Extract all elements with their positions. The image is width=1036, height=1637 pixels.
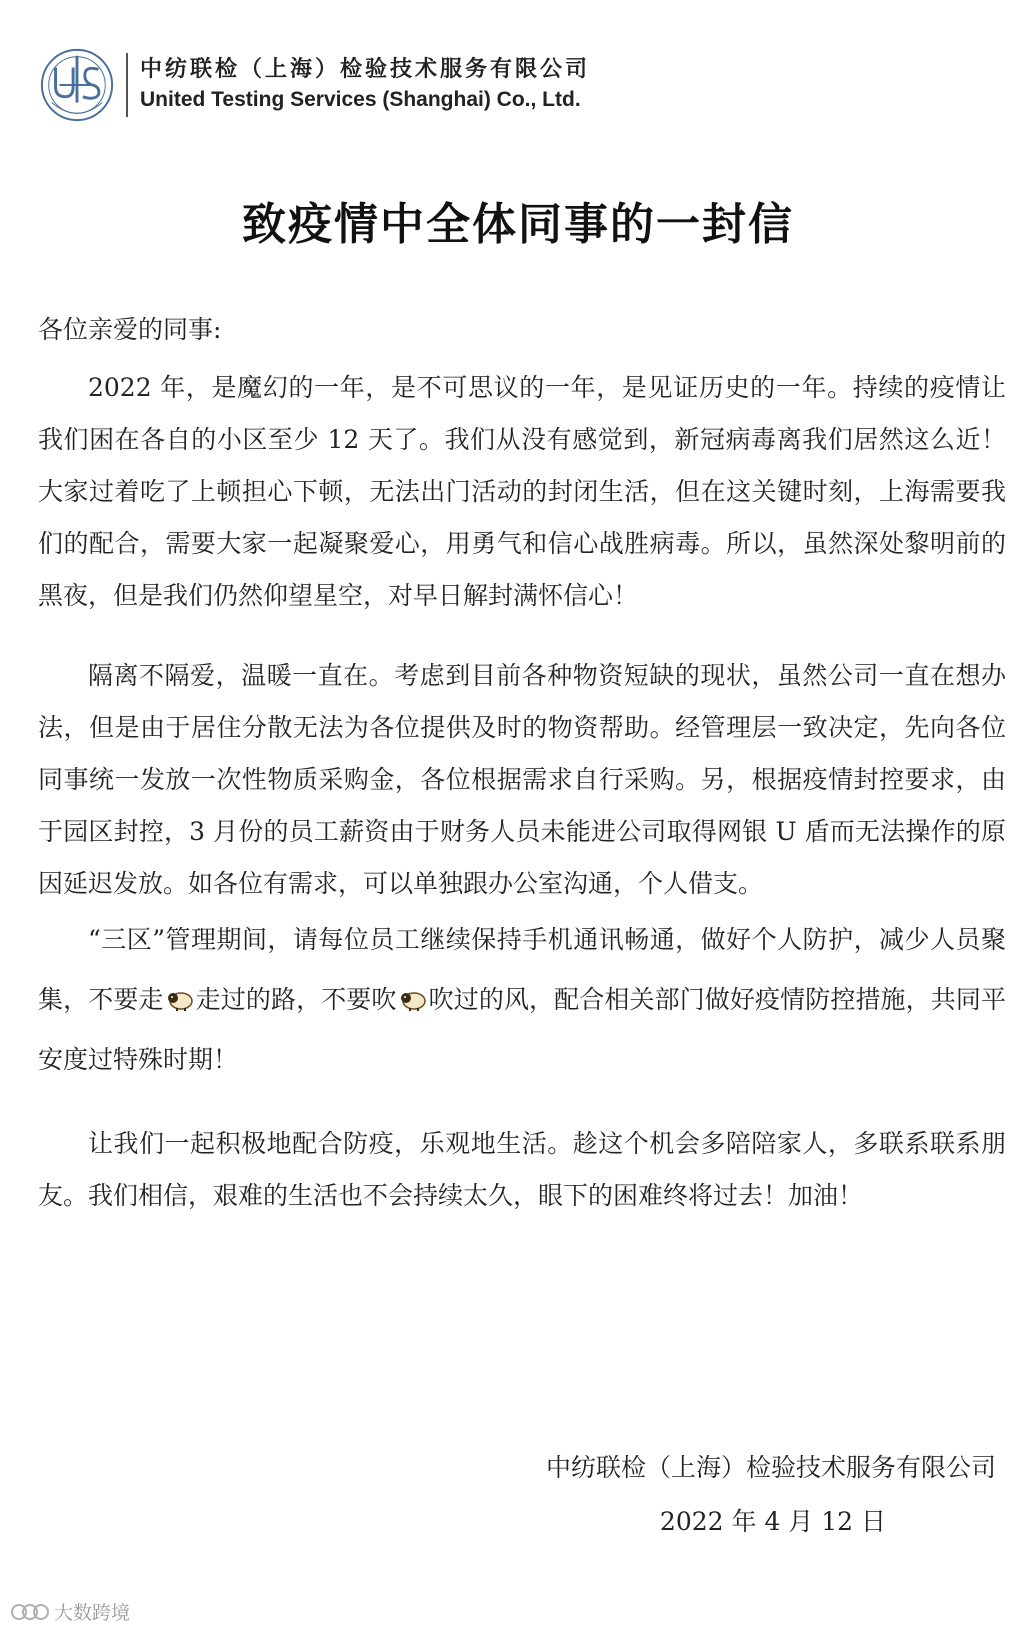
- paragraph-3-part-b: 走过的路，不要吹: [195, 985, 397, 1014]
- watermark-text: 大数跨境: [54, 1602, 131, 1624]
- signature-date: 2022 年 4 月 12 日: [659, 1507, 886, 1536]
- watermark: [10, 1598, 130, 1625]
- paragraph-1: 2022 年，是魔幻的一年，是不可思议的一年，是见证历史的一年。持续的疫情让我们困在各自的小区至少 12 天了。我们从没有感觉到，新冠病毒离我们居然这么近！大家过着吃了上顿担心下顿，无法出门活动的封闭生活，但在这关键时刻，上海需要我们的配合，需要大家一起凝聚爱心，用勇气和信心战胜病毒。所以，虽然深处黎明前的黑夜，但是我们仍然仰望星空，对早日解封满怀信心！: [38, 373, 1006, 610]
- letter-body: [38, 310, 1006, 1222]
- header-divider: [126, 53, 128, 117]
- signature-company: 中纺联检（上海）检验技术服务有限公司: [545, 1453, 996, 1482]
- signature-block: [546, 1448, 996, 1542]
- paragraph-2: 隔离不隔爱，温暖一直在。考虑到目前各种物资短缺的现状，虽然公司一直在想办法，但是由于居住分散无法为各位提供及时的物资帮助。经管理层一致决定，先向各位同事统一发放一次性物质采购金，各位根据需求自行采购。另，根据疫情封控要求，由于园区封控，3 月份的员工薪资由于财务人员未能进公司取得网银 U 盾而无法操作的原因延迟发放。如各位有需求，可以单独跟办公室沟通，个人借支。: [38, 661, 1006, 898]
- letter-greeting: 各位亲爱的同事:: [38, 315, 222, 344]
- letter-title: 致疫情中全体同事的一封信: [242, 199, 794, 250]
- sheep-icon: [166, 989, 194, 1011]
- paragraph-4: 让我们一起积极地配合防疫，乐观地生活。趁这个机会多陪陪家人，多联系联系朋友。我们相信，艰难的生活也不会持续太久，眼下的困难终将过去！加油！: [38, 1129, 1006, 1210]
- watermark-logo-icon: [10, 1601, 50, 1623]
- paragraph-3-part-c: 吹过的风，配合相关部门做好疫情防控措施，共同平安度过特殊时期！: [38, 985, 1006, 1074]
- sheep-icon: [399, 989, 427, 1011]
- paragraph-3-part-a: “三区”管理期间，请每位员工继续保持手机通讯畅通，做好个人防护，减少人员聚集，不要走: [38, 925, 1006, 1014]
- uts-logo-icon: [38, 46, 116, 124]
- letterhead: [38, 40, 638, 130]
- company-name-cn: 中纺联检（上海）检验技术服务有限公司: [140, 57, 591, 82]
- company-name-en: United Testing Services (Shanghai) Co., Ltd.: [140, 88, 581, 111]
- paragraph-3: [38, 910, 1006, 1090]
- company-name-block: [140, 55, 590, 115]
